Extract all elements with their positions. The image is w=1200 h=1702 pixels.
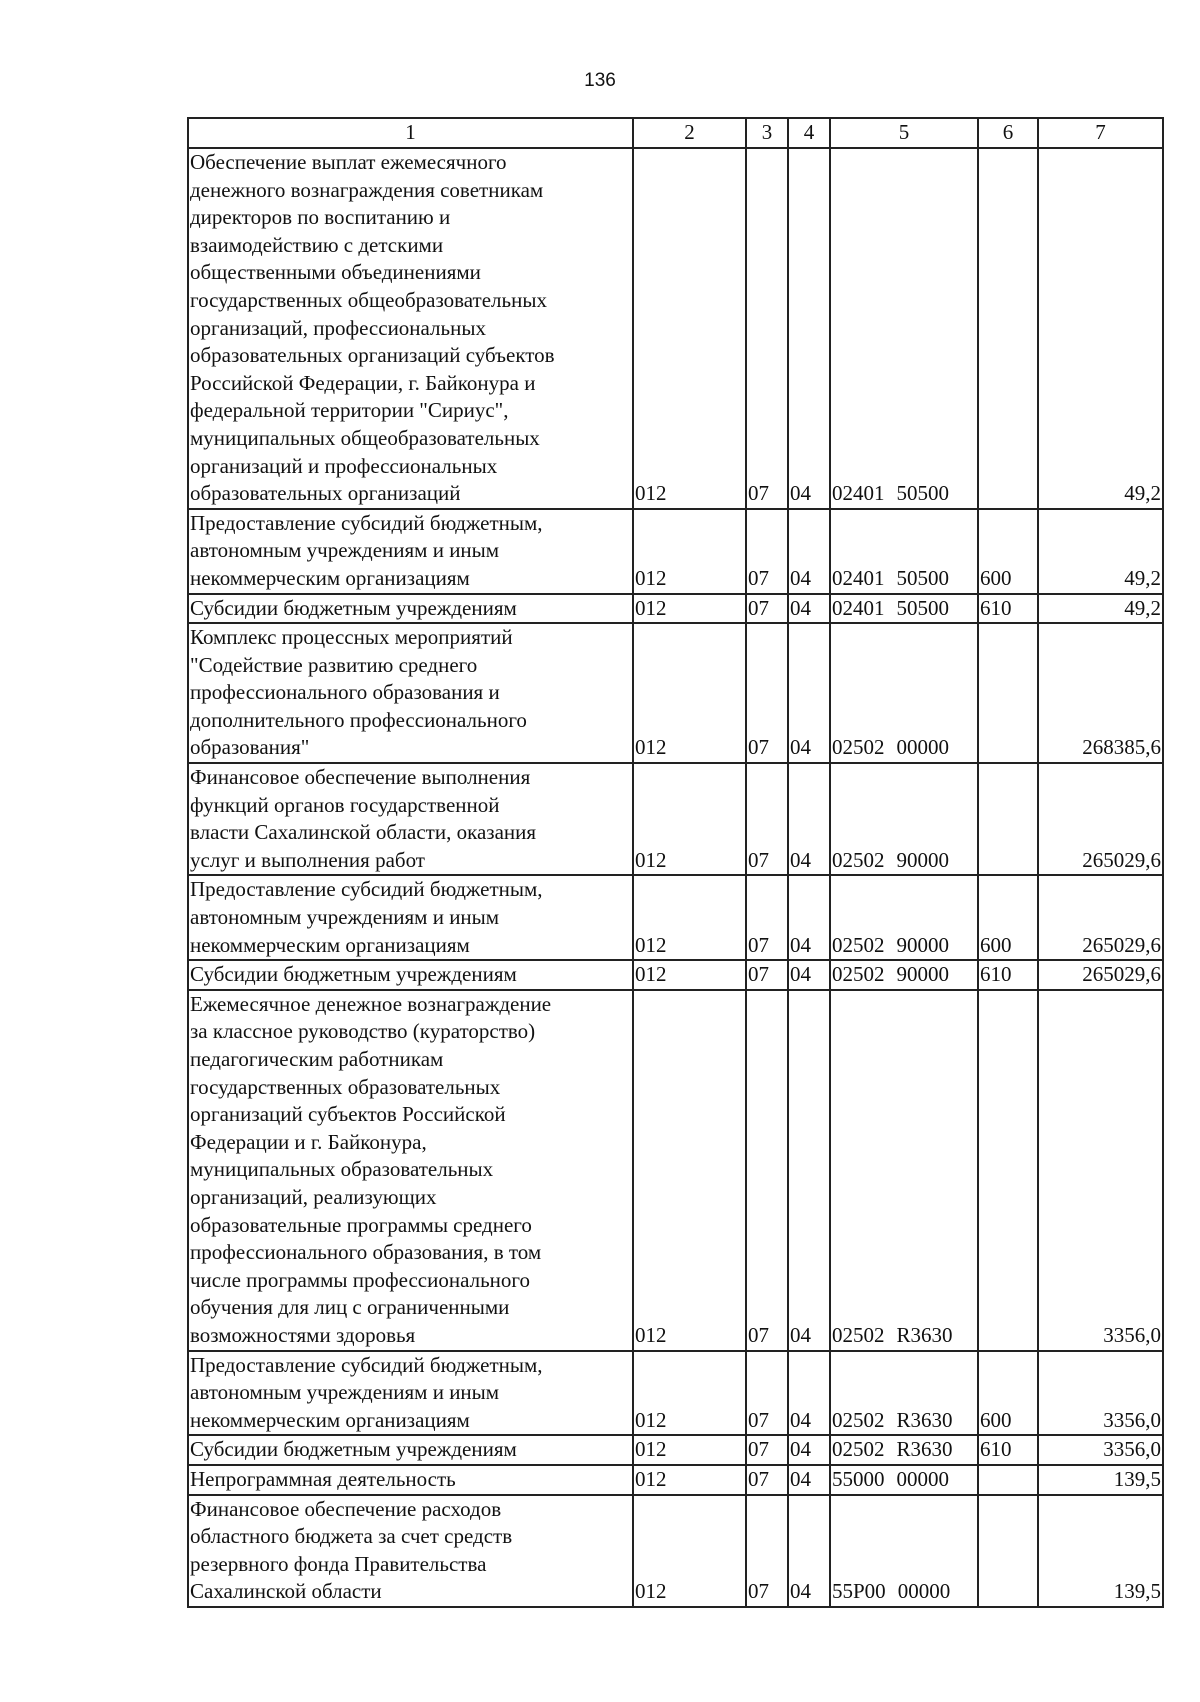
target-article-program: 02401 — [832, 481, 885, 506]
header-row — [188, 118, 1163, 148]
amount-cell: 139,5 — [1038, 1495, 1163, 1607]
expense-type-cell — [978, 623, 1038, 763]
row-name-line: денежного вознаграждения советникам — [190, 177, 544, 202]
target-article-direction: 00000 — [896, 1466, 949, 1491]
row-name-line: автономным учреждениям и иным — [190, 1380, 500, 1405]
ministry-code-cell: 012 — [633, 990, 746, 1351]
row-name-line: образовательные программы среднего — [190, 1212, 532, 1237]
row-name-line: областного бюджета за счет средств — [190, 1524, 513, 1549]
row-name-line: "Содействие развитию среднего — [190, 652, 478, 677]
expense-type-cell: 600 — [978, 509, 1038, 594]
target-article-direction: 90000 — [896, 962, 949, 987]
row-name-line: Обеспечение выплат ежемесячного — [190, 150, 507, 174]
row-name-line: некоммерческим организациям — [190, 932, 470, 957]
row-name-line: государственных образовательных — [190, 1074, 501, 1099]
target-article-direction: R3630 — [896, 1322, 953, 1347]
target-article-program: 55Р00 — [832, 1579, 886, 1604]
header-cell-7: 7 — [1038, 118, 1163, 148]
ministry-code-cell: 012 — [633, 148, 746, 509]
subsection-code-cell: 04 — [788, 623, 830, 763]
section-code-cell: 07 — [746, 1465, 788, 1495]
amount-cell: 3356,0 — [1038, 1435, 1163, 1465]
amount-cell: 265029,6 — [1038, 763, 1163, 875]
ministry-code-cell: 012 — [633, 1465, 746, 1495]
subsection-code-cell: 04 — [788, 990, 830, 1351]
header-cell-2: 2 — [633, 118, 746, 148]
row-name-line: Комплекс процессных мероприятий — [190, 625, 513, 650]
row-name-line: Финансовое обеспечение расходов — [190, 1496, 502, 1521]
target-article-program: 02502 — [832, 1322, 885, 1347]
page-number: 136 — [584, 70, 616, 91]
row-name-line: автономным учреждениям и иным — [190, 905, 500, 930]
row-name-line: Ежемесячное денежное вознаграждение — [190, 991, 552, 1016]
table-row — [188, 623, 1163, 763]
section-code-cell: 07 — [746, 623, 788, 763]
row-name-line: некоммерческим организациям — [190, 1407, 470, 1432]
target-article-program: 02502 — [832, 932, 885, 957]
target-article-cell — [830, 990, 978, 1351]
row-name-line: некоммерческим организациям — [190, 565, 470, 590]
amount-cell: 139,5 — [1038, 1465, 1163, 1495]
row-name-line: профессионального образования и — [190, 680, 500, 705]
subsection-code-cell: 04 — [788, 1435, 830, 1465]
row-name-line: организаций, реализующих — [190, 1184, 437, 1209]
table-row — [188, 990, 1163, 1351]
subsection-code-cell: 04 — [788, 960, 830, 990]
table-row — [188, 960, 1163, 990]
target-article-direction: 50500 — [896, 595, 949, 620]
subsection-code-cell: 04 — [788, 763, 830, 875]
table-row — [188, 1435, 1163, 1465]
ministry-code-cell: 012 — [633, 763, 746, 875]
budget-table — [187, 117, 1164, 1608]
section-code-cell: 07 — [746, 1435, 788, 1465]
target-article-program: 02502 — [832, 1437, 885, 1462]
row-name-line: Предоставление субсидий бюджетным, — [190, 877, 543, 902]
subsection-code-cell: 04 — [788, 594, 830, 624]
target-article-cell — [830, 148, 978, 509]
target-article-cell — [830, 960, 978, 990]
row-name-line: профессионального образования, в том — [190, 1240, 542, 1265]
row-name-line: за классное руководство (кураторство) — [190, 1019, 536, 1044]
section-code-cell: 07 — [746, 1495, 788, 1607]
row-name-line: педагогическим работникам — [190, 1047, 444, 1071]
amount-cell: 3356,0 — [1038, 990, 1163, 1351]
section-code-cell: 07 — [746, 875, 788, 960]
row-name-line: общественными объединениями — [190, 260, 481, 285]
target-article-program: 02502 — [832, 735, 885, 760]
subsection-code-cell: 04 — [788, 1351, 830, 1436]
row-name-cell — [188, 763, 633, 875]
target-article-cell — [830, 1435, 978, 1465]
row-name-line: Предоставление субсидий бюджетным, — [190, 1352, 543, 1377]
ministry-code-cell: 012 — [633, 1435, 746, 1465]
row-name-cell — [188, 875, 633, 960]
target-article-cell — [830, 1495, 978, 1607]
header-cell-5: 5 — [830, 118, 978, 148]
target-article-cell — [830, 594, 978, 624]
target-article-direction: 00000 — [896, 735, 949, 760]
row-name-line: образования" — [190, 735, 310, 760]
row-name-cell — [188, 148, 633, 509]
amount-cell: 49,2 — [1038, 594, 1163, 624]
row-name-line: дополнительного профессионального — [190, 707, 527, 732]
row-name-line: образовательных организаций субъектов — [190, 343, 555, 368]
row-name-line: власти Сахалинской области, оказания — [190, 820, 537, 845]
header-cell-1: 1 — [188, 118, 633, 148]
target-article-program: 02502 — [832, 847, 885, 872]
amount-cell: 49,2 — [1038, 148, 1163, 509]
subsection-code-cell: 04 — [788, 875, 830, 960]
row-name-line: муниципальных образовательных — [190, 1157, 494, 1182]
subsection-code-cell: 04 — [788, 148, 830, 509]
row-name-line: автономным учреждениям и иным — [190, 538, 500, 563]
ministry-code-cell: 012 — [633, 623, 746, 763]
section-code-cell: 07 — [746, 594, 788, 624]
table-row — [188, 875, 1163, 960]
amount-cell: 265029,6 — [1038, 960, 1163, 990]
row-name-line: Финансовое обеспечение выполнения — [190, 765, 531, 790]
row-name-line: резервного фонда Правительства — [190, 1551, 487, 1576]
row-name-cell — [188, 1465, 633, 1495]
subsection-code-cell: 04 — [788, 1495, 830, 1607]
header-cell-6: 6 — [978, 118, 1038, 148]
row-name-cell — [188, 990, 633, 1351]
target-article-program: 02502 — [832, 1407, 885, 1432]
ministry-code-cell: 012 — [633, 1495, 746, 1607]
expense-type-cell — [978, 763, 1038, 875]
expense-type-cell: 610 — [978, 960, 1038, 990]
target-article-direction: 90000 — [896, 847, 949, 872]
expense-type-cell — [978, 990, 1038, 1351]
row-name-line: функций органов государственной — [190, 792, 500, 817]
row-name-cell — [188, 1495, 633, 1607]
expense-type-cell — [978, 1495, 1038, 1607]
row-name-line: муниципальных общеобразовательных — [190, 425, 540, 450]
row-name-line: Субсидии бюджетным учреждениям — [190, 962, 517, 987]
expense-type-cell: 610 — [978, 594, 1038, 624]
row-name-line: Непрограммная деятельность — [190, 1466, 456, 1491]
target-article-program: 02502 — [832, 962, 885, 987]
header-cell-4: 4 — [788, 118, 830, 148]
subsection-code-cell: 04 — [788, 509, 830, 594]
expense-type-cell — [978, 148, 1038, 509]
row-name-line: федеральной территории "Сириус", — [190, 398, 509, 423]
row-name-line: государственных общеобразовательных — [190, 287, 547, 312]
row-name-cell — [188, 623, 633, 763]
row-name-line: директоров по воспитанию и — [190, 205, 451, 230]
section-code-cell: 07 — [746, 990, 788, 1351]
target-article-program: 02401 — [832, 595, 885, 620]
amount-cell: 265029,6 — [1038, 875, 1163, 960]
row-name-line: образовательных организаций — [190, 481, 461, 506]
row-name-line: взаимодействию с детскими — [190, 232, 444, 257]
expense-type-cell: 610 — [978, 1435, 1038, 1465]
row-name-line: услуг и выполнения работ — [190, 847, 425, 872]
expense-type-cell: 600 — [978, 875, 1038, 960]
table-row — [188, 1351, 1163, 1436]
row-name-line: организаций субъектов Российской — [190, 1102, 506, 1127]
header-cell-3: 3 — [746, 118, 788, 148]
target-article-direction: 00000 — [897, 1579, 951, 1604]
subsection-code-cell: 04 — [788, 1465, 830, 1495]
expense-type-cell: 600 — [978, 1351, 1038, 1436]
row-name-cell — [188, 960, 633, 990]
row-name-cell — [188, 1351, 633, 1436]
target-article-cell — [830, 509, 978, 594]
row-name-cell — [188, 1435, 633, 1465]
row-name-line: Субсидии бюджетным учреждениям — [190, 595, 517, 620]
row-name-cell — [188, 509, 633, 594]
target-article-direction: R3630 — [896, 1407, 953, 1432]
ministry-code-cell: 012 — [633, 960, 746, 990]
target-article-cell — [830, 1351, 978, 1436]
row-name-line: Федерации и г. Байконура, — [190, 1129, 427, 1154]
row-name-line: числе программы профессионального — [190, 1267, 530, 1292]
target-article-cell — [830, 1465, 978, 1495]
table-row — [188, 1465, 1163, 1495]
target-article-program: 02401 — [832, 565, 885, 590]
expense-type-cell — [978, 1465, 1038, 1495]
ministry-code-cell: 012 — [633, 1351, 746, 1436]
row-name-line: организаций, профессиональных — [190, 315, 486, 340]
ministry-code-cell: 012 — [633, 509, 746, 594]
row-name-line: Сахалинской области — [190, 1579, 382, 1604]
section-code-cell: 07 — [746, 509, 788, 594]
target-article-direction: 50500 — [896, 565, 949, 590]
amount-cell: 49,2 — [1038, 509, 1163, 594]
table-row — [188, 148, 1163, 509]
target-article-direction: 50500 — [896, 481, 949, 506]
row-name-cell — [188, 594, 633, 624]
section-code-cell: 07 — [746, 960, 788, 990]
ministry-code-cell: 012 — [633, 594, 746, 624]
row-name-line: Субсидии бюджетным учреждениям — [190, 1437, 517, 1462]
section-code-cell: 07 — [746, 148, 788, 509]
ministry-code-cell: 012 — [633, 875, 746, 960]
target-article-direction: 90000 — [896, 932, 949, 957]
target-article-program: 55000 — [832, 1466, 885, 1491]
target-article-cell — [830, 623, 978, 763]
section-code-cell: 07 — [746, 1351, 788, 1436]
row-name-line: организаций и профессиональных — [190, 453, 498, 478]
row-name-line: Предоставление субсидий бюджетным, — [190, 510, 543, 535]
table-row — [188, 594, 1163, 624]
target-article-cell — [830, 763, 978, 875]
section-code-cell: 07 — [746, 763, 788, 875]
amount-cell: 3356,0 — [1038, 1351, 1163, 1436]
row-name-line: Российской Федерации, г. Байконура и — [190, 370, 536, 395]
table-row — [188, 763, 1163, 875]
amount-cell: 268385,6 — [1038, 623, 1163, 763]
table-row — [188, 509, 1163, 594]
row-name-line: обучения для лиц с ограниченными — [190, 1295, 510, 1320]
row-name-line: возможностями здоровья — [190, 1322, 416, 1347]
target-article-cell — [830, 875, 978, 960]
target-article-direction: R3630 — [896, 1437, 953, 1462]
table-row — [188, 1495, 1163, 1607]
